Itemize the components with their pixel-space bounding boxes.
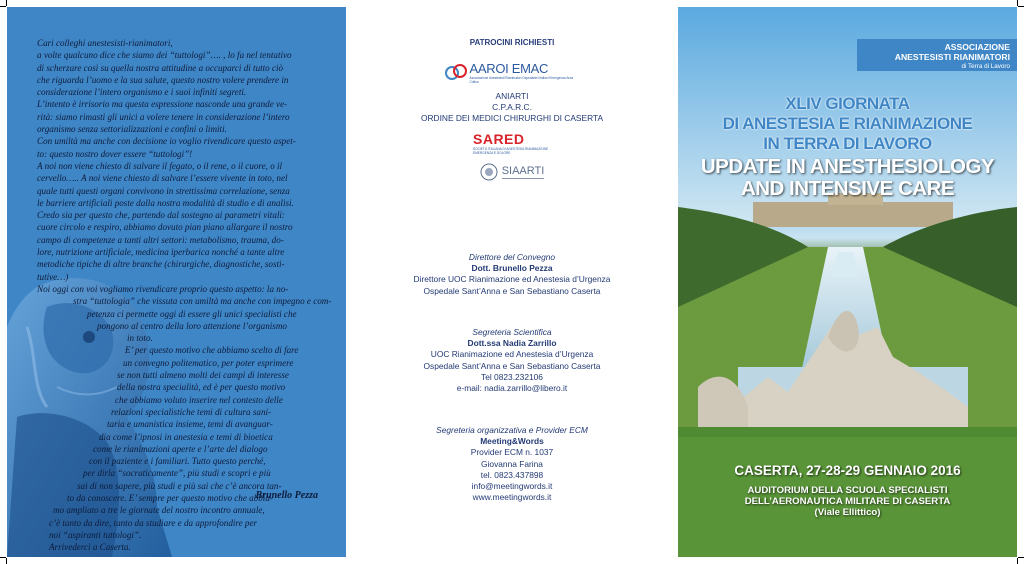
siaarti-logo-text: SIAARTI <box>501 165 545 177</box>
letter-line: un convegno politematico, per poter esprimere <box>123 357 294 368</box>
event-title-line: XLIV GIORNATA <box>785 94 910 113</box>
siaarti-logo <box>348 162 676 182</box>
sared-logo-text: SARED <box>473 131 525 147</box>
association-badge <box>857 39 1017 71</box>
venue-line: (Viale Ellittico) <box>814 507 881 518</box>
event-title-line: IN TERRA DI LAVORO <box>763 134 932 153</box>
segreteria-line: Tel 0823.232106 <box>481 371 543 382</box>
crop-mark <box>1018 557 1024 558</box>
event-subtitle <box>678 156 1017 200</box>
letter-line: a volte qualcuno dice che siamo dei “tuttologi”…. , lo fa nel tentativo <box>37 50 292 61</box>
letter-signature: Brunello Pezza <box>255 490 318 501</box>
letter-body <box>37 37 332 553</box>
letter-line: organismo senza settorializzazioni e confini o limiti. <box>37 124 227 135</box>
info-panel <box>348 0 676 564</box>
letter-line: che riguarda l’uomo e la sua salute, questo nostro volere prendere in <box>37 74 289 85</box>
letter-line: A noi non viene chiesto di salvare il fegato, o il rene, o il cuore, o il <box>37 160 283 171</box>
event-date: CASERTA, 27-28-29 GENNAIO 2016 <box>734 463 961 478</box>
letter-line: pongono al centro della loro attenzione l’organismo <box>97 320 287 331</box>
event-subtitle-line: UPDATE IN ANESTHESIOLOGY <box>700 155 995 178</box>
direttore-line: Ospedale Sant’Anna e San Sebastiano Caserta <box>423 285 601 296</box>
aaroi-symbol-icon <box>445 62 467 82</box>
letter-line: stra “tuttologia” che vissuta con umiltà ma anche con impegno e com- <box>73 296 332 307</box>
letter-line: se non tutti almeno molti dei campi di interesse <box>117 370 289 381</box>
provider-line: tel. 0823.437898 <box>480 469 544 480</box>
letter-line: per dirla “socraticamente”, più studi e scopri e più <box>83 468 271 479</box>
venue-line: DELL’AERONAUTICA MILITARE DI CASERTA <box>744 496 951 507</box>
letter-line: considerazione l’intero organismo e i suoi infiniti segreti. <box>37 87 247 98</box>
segreteria-line: Ospedale Sant’Anna e San Sebastiano Caserta <box>423 360 601 371</box>
letter-line: E’ per questo motivo che abbiamo scelto di fare <box>125 345 299 356</box>
letter-line: cervello….. A noi viene chiesto di salvare l’essere vivente in toto, nel <box>37 173 288 184</box>
event-title <box>678 94 1017 154</box>
provider-line: Giovanna Farina <box>481 458 543 469</box>
letter-line: Arrivederci a Caserta. <box>49 542 131 553</box>
letter-line: to: questo nostro dover essere “tuttologi”! <box>37 148 193 159</box>
letter-line: cuore circolo e respiro, abbiamo dovuto pian piano allargare il nostro <box>37 222 293 233</box>
crop-mark <box>6 0 7 6</box>
letter-line: mo ampliato a tre le giornate del nostro incontro annuale, <box>53 505 265 516</box>
direttore-label: Direttore del Convegno <box>468 252 556 262</box>
segreteria-name: Dott.ssa Nadia Zarrillo <box>467 338 557 349</box>
letter-line: rità: siamo rimasti gli unici a volere tenere in considerazione l’intero <box>37 111 290 122</box>
letter-line: dia come l’ipnosi in anestesia e temi di bioetica <box>99 431 273 442</box>
letter-line: che abbiamo voluto inserire nel contesto delle <box>115 394 283 405</box>
org-item: ORDINE DEI MEDICI CHIRURGHI DI CASERTA <box>420 113 604 124</box>
segreteria-label: Segreteria Scientifica <box>472 327 552 337</box>
segreteria-email: e-mail: nadia.zarrillo@libero.it <box>456 383 568 394</box>
letter-line: c’è tanto da dire, tanto da studiare e da approfondire per <box>49 517 258 528</box>
letter-line: in toto. <box>127 333 153 344</box>
letter-line: tutive…) <box>37 271 69 282</box>
sared-logo-subtext: SOCIETÀ ITALIANA DI ANESTESIA RIANIMAZIONE EMERGENZA E DOLORE <box>473 147 549 155</box>
direttore-block <box>348 252 676 297</box>
event-venue <box>678 485 1017 518</box>
letter-line: taria e umanistica insieme, temi di avanguar- <box>107 419 273 430</box>
letter-line: Cari colleghi anestesisti-rianimatori, <box>37 38 173 48</box>
letter-line: sai di non sapere, più studi e più sai che c’è ancora tan- <box>77 480 282 491</box>
cover-panel <box>678 7 1017 557</box>
segreteria-line: UOC Rianimazione ed Anestesia d’Urgenza <box>430 349 594 360</box>
letter-line: con il paziente e i familiari. Tutto questo perché, <box>89 456 266 467</box>
patrocini-heading: PATROCINI RICHIESTI <box>469 38 555 47</box>
provider-block <box>348 425 676 503</box>
org-list <box>348 91 676 125</box>
siaarti-seal-icon <box>480 163 498 181</box>
letter-line: Con umiltà ma anche con decisione io voglio rivendicare questo aspet- <box>37 136 296 147</box>
association-line: ANESTESISTI RIANIMATORI <box>894 52 1010 62</box>
association-subline: di Terra di Lavoro <box>961 63 1010 70</box>
letter-line: lore, nutrizione artificiale, medicina iperbarica nonché a tante altre <box>37 247 285 258</box>
provider-name: Meeting&Words <box>480 436 544 447</box>
direttore-name: Dott. Brunello Pezza <box>471 263 553 274</box>
association-line: ASSOCIAZIONE <box>944 42 1010 52</box>
letter-line: campo di competenze a tanti altri settori: metabolismo, trauma, do- <box>37 234 284 245</box>
letter-line: come le rianimazioni aperte e l’arte del dialogo <box>93 443 268 454</box>
crop-mark <box>6 558 7 564</box>
provider-label: Segreteria organizzativa e Provider ECM <box>436 425 588 435</box>
letter-line: di scherzare così su quella nostra attitudine a occuparci di tutto ciò <box>37 62 284 73</box>
letter-line: metodiche tipiche di altre branche (chirurgiche, diagnostiche, sosti- <box>37 259 285 270</box>
event-title-line: DI ANESTESIA E RIANIMAZIONE <box>722 114 973 133</box>
letter-line: L’intento è irrisorio ma questa espressione nasconde una grande ve- <box>37 99 288 110</box>
crop-mark <box>1017 558 1018 564</box>
crop-mark <box>1018 6 1024 7</box>
aaroi-emac-logo <box>348 60 676 84</box>
letter-line: Noi oggi con voi vogliamo rivendicare proprio questo aspetto: la no- <box>37 283 289 294</box>
letter-line: noi “aspiranti tuttologi”. <box>49 529 142 540</box>
provider-email: info@meetingwords.it <box>471 481 553 492</box>
event-subtitle-line: AND INTENSIVE CARE <box>740 177 955 200</box>
org-item: ANIARTI <box>495 91 529 101</box>
crop-mark <box>0 6 6 7</box>
org-item: C.P.A.R.C. <box>492 102 532 113</box>
provider-website: www.meetingwords.it <box>472 492 552 503</box>
letter-line: le barriere artificiali poste dalla nostra modalità di studio e di analisi. <box>37 197 294 208</box>
provider-line: Provider ECM n. 1037 <box>470 447 554 458</box>
aaroi-logo-text: AAROI EMAC <box>469 60 549 76</box>
segreteria-scientifica-block <box>348 327 676 394</box>
sared-logo <box>348 128 676 158</box>
crop-mark <box>1017 0 1018 6</box>
direttore-line: Direttore UOC Rianimazione ed Anestesia d’Urgenza <box>413 274 611 285</box>
aaroi-logo-subtext: Associazione Anestesisti Rianimatori Ospedalieri Italiani Emergenza Area Critica <box>469 75 574 84</box>
letter-line: della nostra specialità, ed è per questo motivo <box>117 382 286 393</box>
letter-line: petenza ci permette oggi di essere gli unici specialisti che <box>87 308 297 319</box>
venue-line: AUDITORIUM DELLA SCUOLA SPECIALISTI <box>747 485 948 496</box>
letter-line: relazioni specialistiche temi di cultura sani- <box>111 406 272 417</box>
letter-panel <box>7 7 346 557</box>
letter-line: quale tutti questi organi convivono in strettissima correlazione, senza <box>37 185 290 196</box>
letter-line: Credo sia per questo che, partendo dal sostegno ai parametri vitali: <box>37 210 285 221</box>
letter-line: to da conoscere. E’ sempre per questo motivo che abbia- <box>67 492 273 503</box>
